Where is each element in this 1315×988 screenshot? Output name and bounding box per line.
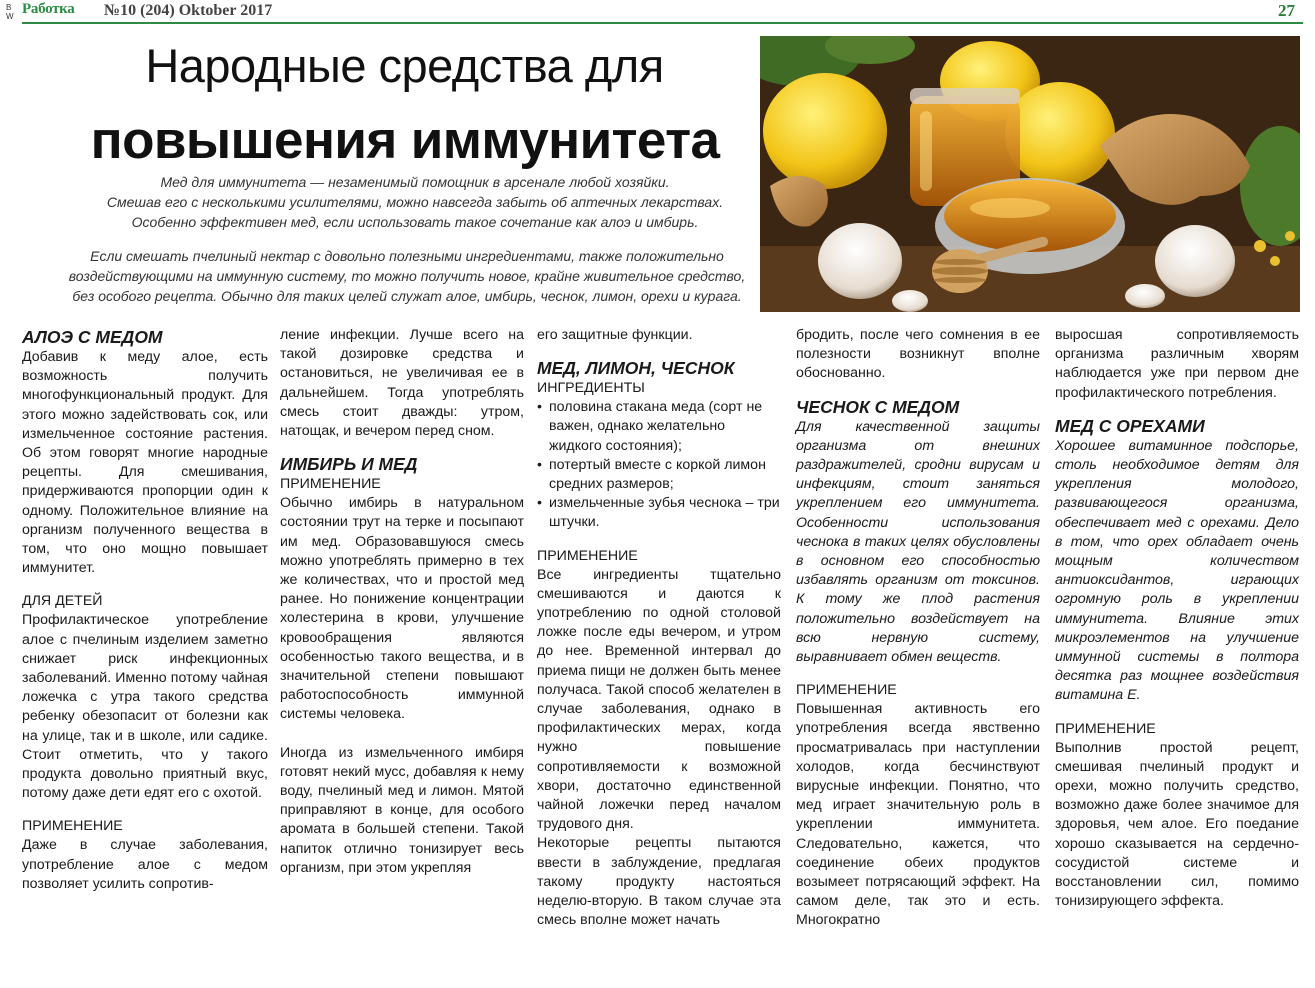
side-label: BW [6,3,14,21]
newspaper-logo: Работка [22,1,75,17]
column-1 [22,326,268,894]
honey-photo-illustration [760,36,1300,312]
paragraph: Некоторые рецепты пытаются ввести в заблуждение, предлагая такому продукту настояться неделю-вторую. В таком случае эта смесь вполне может начать [537,835,781,929]
page-header [0,0,1315,26]
article-title-line1: Народные средства для [145,39,664,92]
paragraph: Иногда из измельченного имбиря готовят некий мусс, добавляя к нему воду, пчелиный мед и лимон. Мятой приправляют в конце, для особого аромата в большей степени. Такой напиток отлично тонизирует весь организм, при этом укрепляя [280,744,524,876]
article-title-line2: повышения иммунитета [90,111,720,170]
paragraph: бродить, после чего сомнения в ее полезности возникнут вполне обоснованно. [796,327,1040,382]
ingredients-list [537,398,781,532]
subheading-usage: ПРИМЕНЕНИЕ [1055,720,1156,737]
intro-text-line: без особого рецепта. Обычно для таких целей служат алое, имбирь, чеснок, лимон, орехи и курага. [72,288,742,304]
paragraph: Добавив к меду алое, есть возможность получить многофункциональный продукт. Для этого можно задействовать сок, или измельченное состояние растения. Об этом говорят многие народные рецепты. Для смешивания, придерживаются пропорции один к одному. Положительное влияние на организм полученного вещества в том, что оно мощно повышает иммунитет. [22,349,268,577]
paragraph: выросшая сопротивляемость организма различным хворям наблюдается уже при первом дне профилактического потребления. [1055,327,1299,401]
header-rule [22,22,1303,24]
paragraph: его защитные функции. [537,327,693,343]
section-heading-aloe: АЛОЭ С МЕДОМ [22,327,163,347]
list-item: • измельченные зубья чеснока – три штучки. [537,494,781,532]
paragraph: Хорошее витаминное подспорье, столь необходимое детям для укрепления молодого, развивающегося организма, обеспечивает мед с орехами. Дело в том, что орех обладает очень мощным количеством антиоксидантов, играющих огромную роль в укреплении иммунитета. Влияние этих микроэлементов на улучшение иммунной системы в полтора десятка раз мощнее воздействия витамина Е. [1055,437,1299,704]
intro-text-line: воздействующими на иммунную систему, то можно получить новое, крайне живительное средство, [68,268,746,284]
intro-lead [40,172,790,232]
list-item: • потертый вместе с коркой лимон средних размеров; [537,456,781,494]
intro-text-line: Если смешать пчелиный нектар с довольно полезными ингредиентами, также положительно [90,248,724,264]
intro-lead-line: Смешав его с несколькими усилителями, можно навсегда забыть об аптечных лекарствах. [106,194,724,210]
paragraph: Даже в случае заболевания, употребление алое с медом позволяет усилить сопротив- [22,837,268,892]
column-4 [796,326,1040,931]
column-5 [1055,326,1299,911]
intro-lead-line: Мед для иммунитета — незаменимый помощник в арсенале любой хозяйки. [160,174,670,190]
subheading-ingredients: ИНГРЕДИЕНТЫ [537,380,645,397]
page-number: 27 [1278,1,1295,20]
honey-photo [760,36,1300,312]
column-2 [280,326,524,878]
section-heading-lemon-garlic: МЕД, ЛИМОН, ЧЕСНОК [537,358,735,379]
intro-text [22,246,792,306]
subheading-usage: ПРИМЕНЕНИЕ [22,818,123,835]
paragraph: ление инфекции. Лучше всего на такой дозировке средства и остановиться, не увеличивая ее в дальнейшем. Тогда употреблять смесь стоит дважды: утром, натощак, и вечером перед сном. [280,327,524,440]
paragraph: Выполнив простой рецепт, смешивая пчелиный продукт и орехи, можно получить средство, возможно даже более значимое для здоровья, чем алое. Его поедание хорошо сказывается на сердечно-сосудистой системе и восстановлении сил, помимо тонизирующего эффекта. [1055,739,1299,910]
paragraph: Профилактическое употребление алое с пчелиным изделием заметно снижает риск инфекционных заболеваний. Именно потому чайная ложечка с утра такого средства ребенку обезопасит от болезни как на улице, так и в школе, или садике. Стоит отметить, что у такого продукта довольно приятный вкус, потому даже дети едят его с охотой. [22,612,268,802]
section-heading-garlic: ЧЕСНОК С МЕДОМ [796,396,960,417]
section-heading-ginger: ИМБИРЬ И МЕД [280,454,418,475]
subheading-usage: ПРИМЕНЕНИЕ [280,476,381,493]
paragraph: Обычно имбирь в натуральном состоянии трут на терке и посыпают им мед. Образовавшуюся смесь можно употреблять примерно в тех же количествах, что и простой мед ранее. Но понижение концентрации холестерина в крови, улучшение кровообращения являются особенностью такого вещества, и в значительной степени повышают работоспособность иммунной системы человека. [280,495,524,723]
issue-label: №10 (204) Oktober 2017 [104,2,273,19]
subheading-usage: ПРИМЕНЕНИЕ [537,547,638,564]
subheading-for-kids: ДЛЯ ДЕТЕЙ [22,593,103,610]
paragraph: Все ингредиенты тщательно смешиваются и даются к употреблению по одной столовой ложке после еды вечером, и утром до нее. Временной интервал до приема пищи не должен быть менее получаса. Такой способ желателен в случае заболевания, однако в профилактических мерах, когда нужно повышение сопротивляемости к возможной хвори, достаточно единственной чайной ложечки перед началом трудового дня. [537,566,781,833]
paragraph: Для качественной защиты организма от внешних раздражителей, сродни вирусам и инфекциям, стоит заняться укреплением его иммунитета. Особенности использования чеснока в таких целях обусловлены в основном его способностью избавлять организм от токсинов. К тому же плод растения положительно воздействует на всю нервную систему, выравнивает обмен веществ. [796,418,1040,666]
column-3 [537,326,781,930]
section-heading-nuts: МЕД С ОРЕХАМИ [1055,415,1205,436]
subheading-usage: ПРИМЕНЕНИЕ [796,682,897,699]
paragraph: Повышенная активность его употребления всегда явственно просматривалась при наступлении холодов, когда бесчинствуют вирусные инфекции. Понятно, что мед играет значительную роль в укреплении иммунитета. Следовательно, кажется, что соединение обеих продуктов возымеет потрясающий эффект. На самом деле, так это и есть. Многократно [796,701,1040,929]
intro-lead-line: Особенно эффективен мед, если использовать такое сочетание как алоэ и имбирь. [131,214,699,230]
list-item: • половина стакана меда (сорт не важен, однако желательно жидкого состояния); [537,398,781,456]
